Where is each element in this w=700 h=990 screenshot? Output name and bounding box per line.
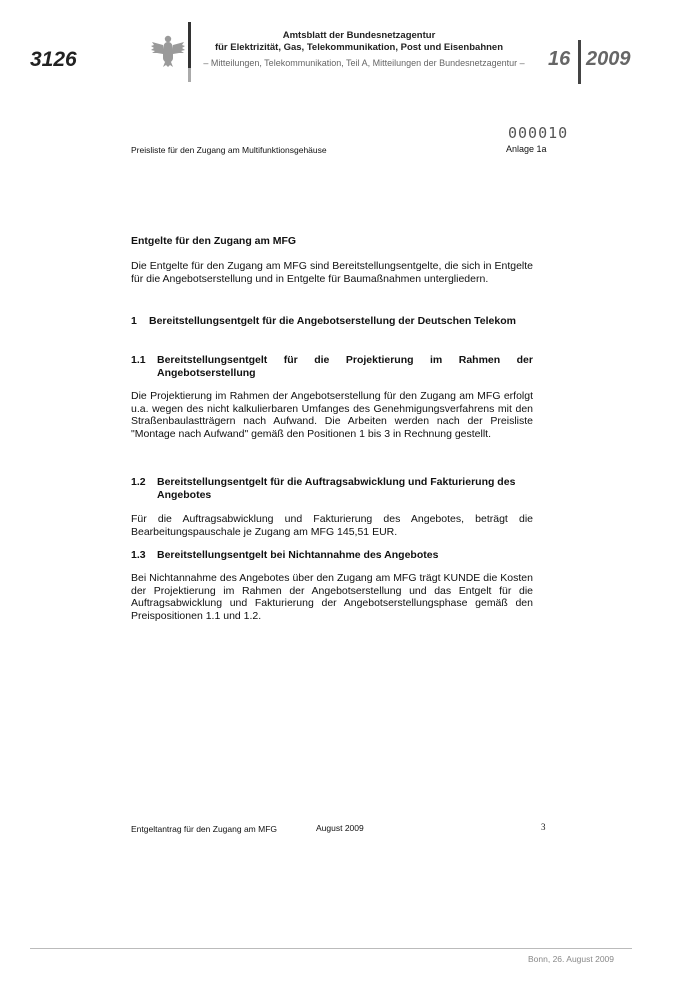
document-footer-date: August 2009: [316, 823, 364, 833]
intro-paragraph: Die Entgelte für den Zugang am MFG sind Bereitstellungsentgelte, die sich in Entgelte für die Angebotserstellung und in Entgelte für Baumaßnahmen untergliedern.: [131, 260, 533, 285]
footer-rule: [30, 948, 632, 949]
section-1-3-number: 1.3: [131, 549, 146, 561]
stamp-number: 000010: [508, 124, 569, 142]
section-1-2-title: Bereitstellungsentgelt für die Auftragsabwicklung und Fakturierung des Angebotes: [157, 476, 516, 501]
section-1-1-title-line2: Angebotserstellung: [157, 366, 256, 379]
federal-eagle-icon: [150, 32, 186, 68]
price-list-label: Preisliste für den Zugang am Multifunktionsgehäuse: [131, 145, 327, 155]
issue-year: 2009: [586, 48, 631, 70]
section-1-number: 1: [131, 315, 137, 327]
issue-number: 16: [548, 48, 571, 70]
annex-label: Anlage 1a: [506, 144, 547, 154]
document-page-number: 3: [541, 822, 546, 832]
section-1-1-number: 1.1: [131, 354, 146, 366]
document-footer-title: Entgeltantrag für den Zugang am MFG: [131, 824, 277, 834]
header-divider-accent: [188, 68, 191, 82]
section-1-1-title: [157, 354, 533, 379]
section-1-1-body: Die Projektierung im Rahmen der Angebotserstellung für den Zugang am MFG erfolgt u.a. wegen des nicht kalkulierbaren Umfanges des Genehmigungsverfahrens mit den Straßenbaulastträgern nach Aufwand. Die Arbeiten werden nach der Preisliste "Montage nach Aufwand" gemäß den Positionen 1 bis 3 in Rechnung gestellt.: [131, 390, 533, 440]
section-1-3-body: Bei Nichtannahme des Angebotes über den Zugang am MFG trägt KUNDE die Kosten der Projektierung im Rahmen der Angebotserstellung und das Entgelt für die Auftragsabwicklung und Fakturierung der Angebotserstellungsphase gemäß den Preispositionen 1.1 und 1.2.: [131, 572, 533, 622]
main-heading: Entgelte für den Zugang am MFG: [131, 235, 297, 247]
gazette-subtitle: – Mitteilungen, Telekommunikation, Teil A, Mitteilungen der Bundesnetzagentur –: [203, 58, 525, 68]
gazette-title-line2: für Elektrizität, Gas, Telekommunikation, Post und Eisenbahnen: [214, 42, 504, 53]
section-1-2-number: 1.2: [131, 476, 146, 488]
gazette-title-line1: Amtsblatt der Bundesnetzagentur: [282, 30, 436, 41]
footer-place-date: Bonn, 26. August 2009: [528, 954, 615, 964]
section-1-1-title-line1: Bereitstellungsentgelt für die Projektierung im Rahmen der: [157, 354, 533, 366]
gazette-title: [200, 30, 518, 54]
section-1-2-body: Für die Auftragsabwicklung und Fakturierung des Angebotes, beträgt die Bearbeitungspauschale je Zugang am MFG 145,51 EUR.: [131, 513, 533, 538]
section-1-title: Bereitstellungsentgelt für die Angebotserstellung der Deutschen Telekom: [149, 315, 516, 327]
section-1-3-title: Bereitstellungsentgelt bei Nichtannahme des Angebotes: [157, 549, 439, 561]
gazette-page-number: 3126: [30, 48, 77, 71]
issue-divider: [578, 40, 581, 84]
